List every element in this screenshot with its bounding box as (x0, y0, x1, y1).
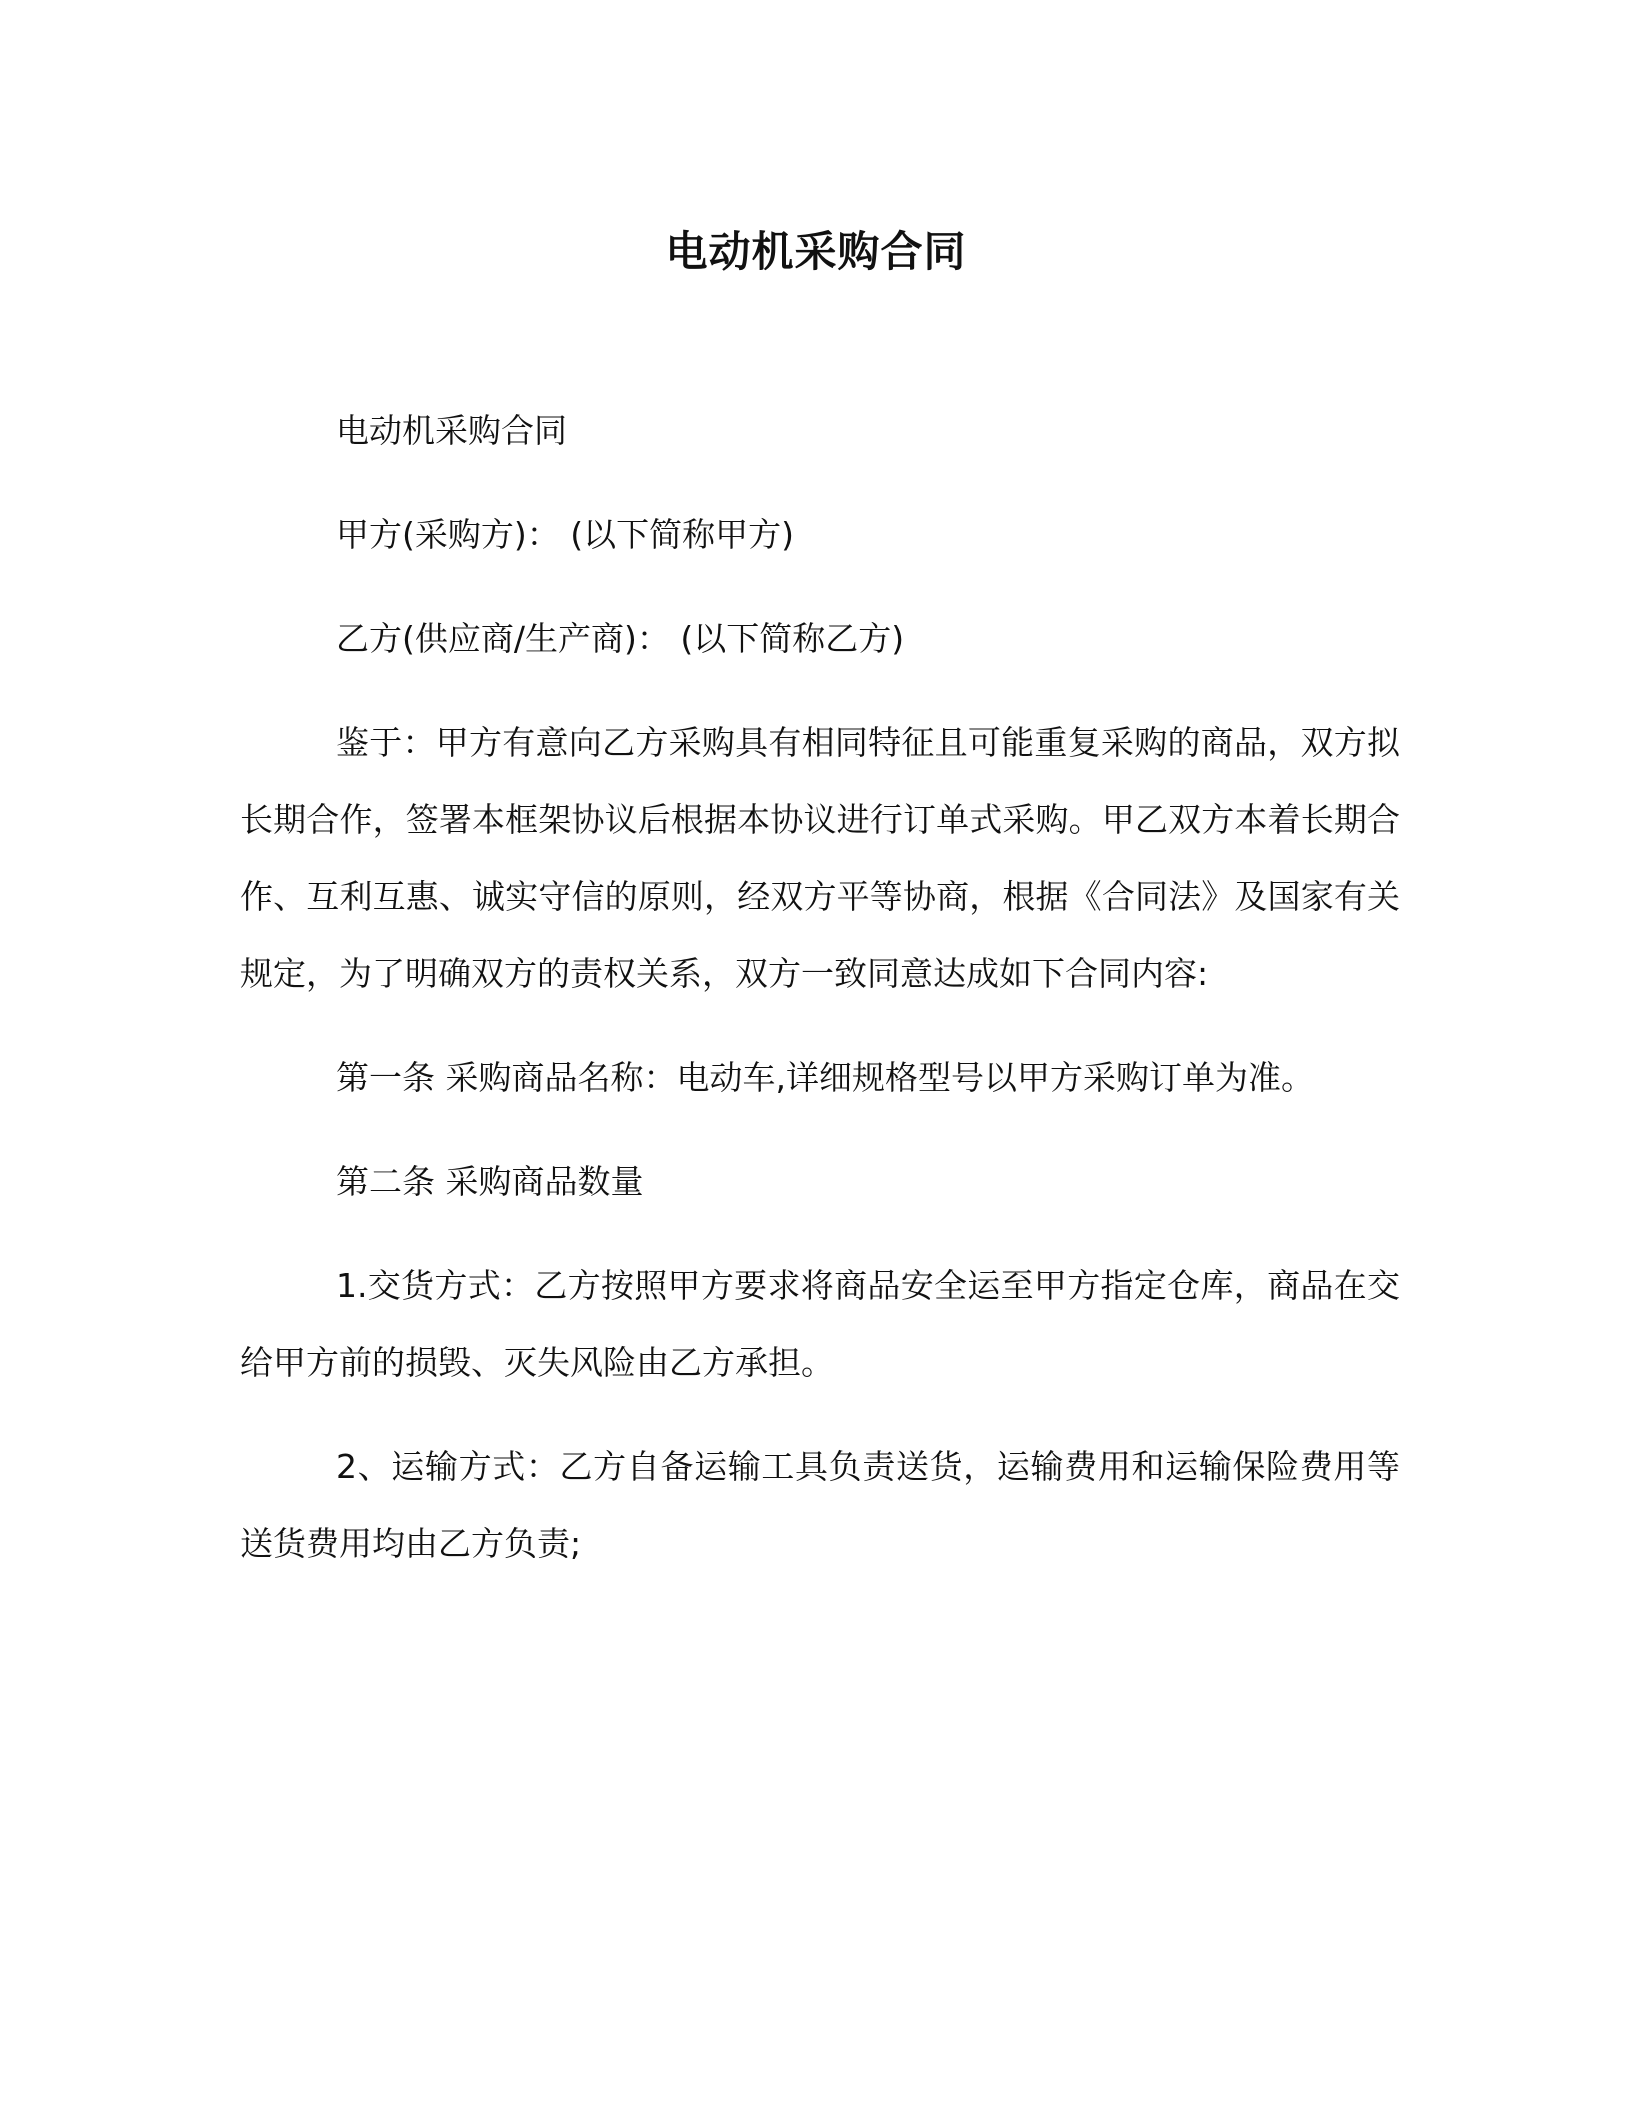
document-body (240, 392, 1400, 1582)
paragraph-article-2: 第二条 采购商品数量 (336, 1162, 644, 1201)
paragraph-transport-method: 2、运输方式：乙方自备运输工具负责送货，运输费用和运输保险费用等送货费用均由乙方负责; (240, 1447, 1400, 1563)
paragraph-party-a: 甲方(采购方)： (以下简称甲方) (336, 515, 794, 554)
paragraph-delivery-method: 1.交货方式：乙方按照甲方要求将商品安全运至甲方指定仓库，商品在交给甲方前的损毁、灭失风险由乙方承担。 (240, 1266, 1400, 1382)
paragraph-whereas: 鉴于：甲方有意向乙方采购具有相同特征且可能重复采购的商品，双方拟长期合作，签署本框架协议后根据本协议进行订单式采购。甲乙双方本着长期合作、互利互惠、诚实守信的原则，经双方平等协商，根据《合同法》及国家有关规定，为了明确双方的责权关系，双方一致同意达成如下合同内容: (240, 723, 1400, 993)
document-title: 电动机采购合同 (665, 227, 967, 276)
paragraph-contract-name: 电动机采购合同 (336, 411, 567, 450)
paragraph-party-b: 乙方(供应商/生产商)： (以下简称乙方) (336, 619, 905, 658)
paragraph-article-1: 第一条 采购商品名称：电动车,详细规格型号以甲方采购订单为准。 (336, 1058, 1314, 1097)
